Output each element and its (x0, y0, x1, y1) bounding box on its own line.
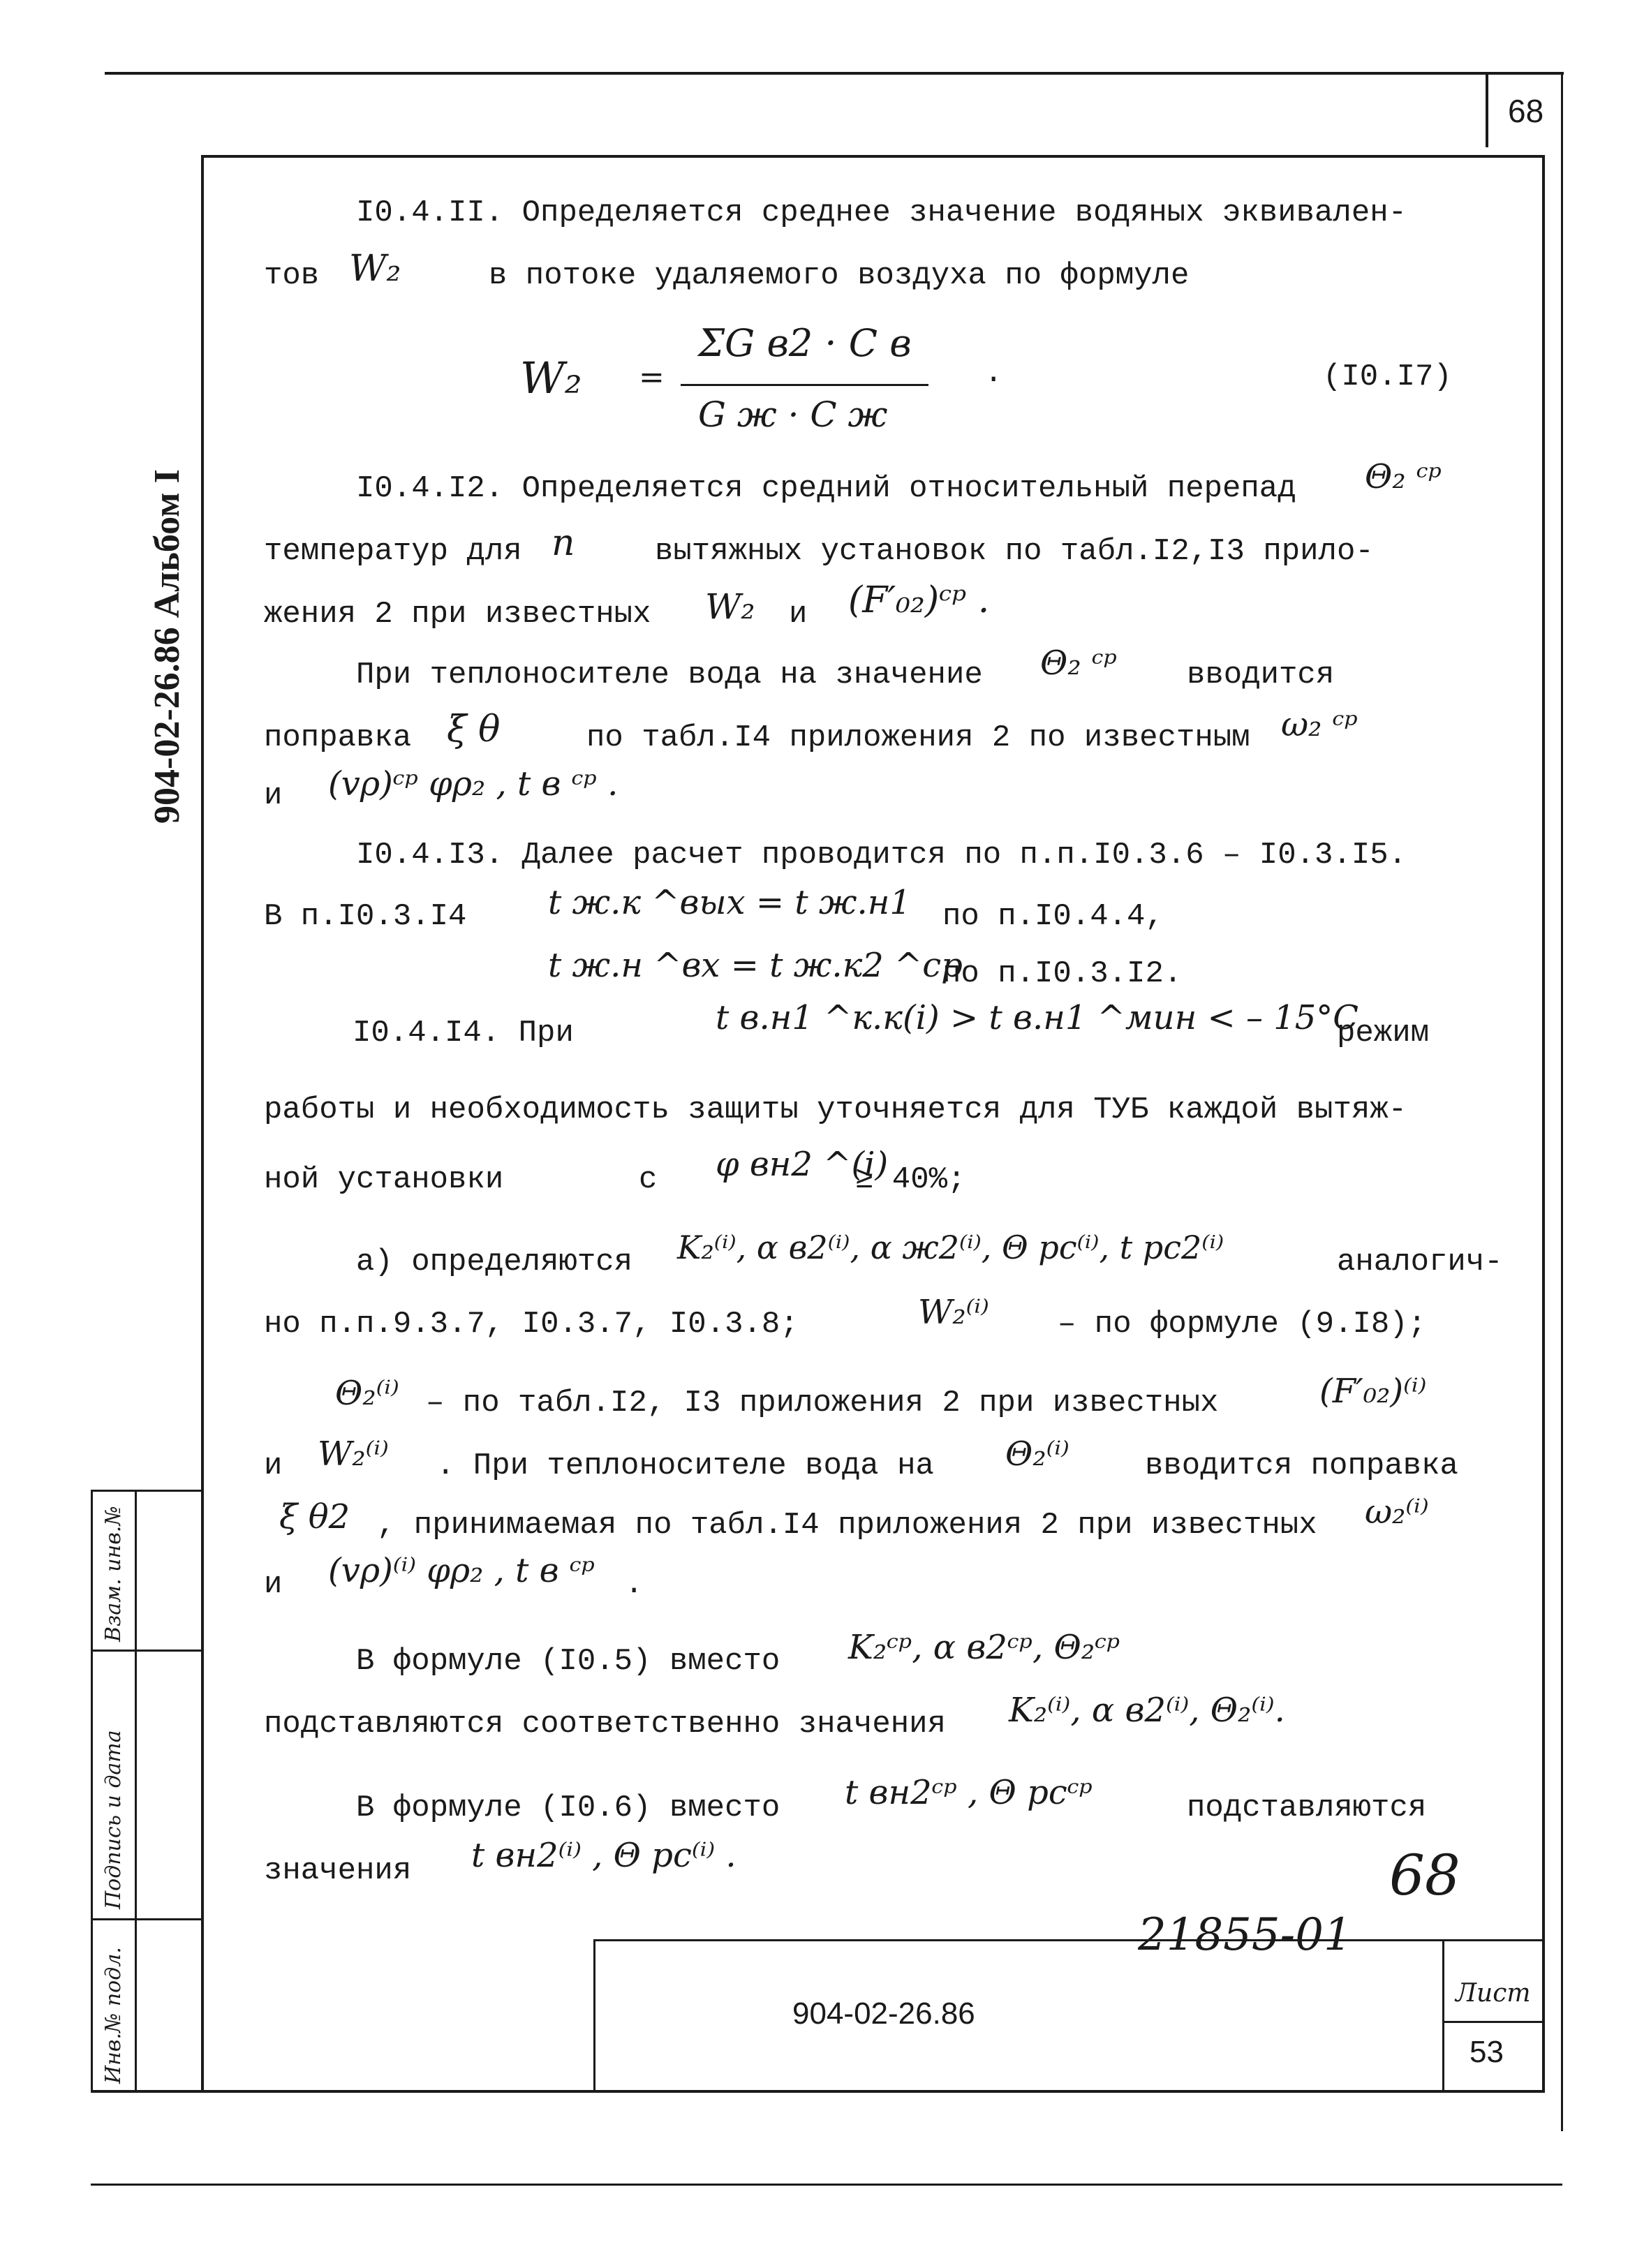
p9-line1-formula: t вн2ᶜᵖ , Θ рсᶜᵖ (845, 1773, 1093, 1812)
frame-inner-left (201, 155, 204, 2092)
titleblock-sheet-left (1442, 1939, 1444, 2091)
p2-line3-formula2: (F′₀₂)ᶜᵖ . (848, 579, 990, 621)
formula-number: (I0.I7) (1323, 360, 1452, 394)
titleblock-top (593, 1939, 1544, 1941)
p7-line1-formula: Θ₂⁽ⁱ⁾ (335, 1374, 399, 1413)
p3-line2b: по табл.I4 приложения 2 по известным (586, 720, 1250, 755)
formula-lhs: W₂ (520, 353, 582, 403)
p5-line2: работы и необходимость защиты уточняется для ТУБ каждой вытяж- (264, 1092, 1407, 1127)
frame-inner-top (201, 155, 1545, 158)
handwritten-inventory: 21855-01 (1138, 1909, 1352, 1961)
p9-line1b: подставляются (1187, 1791, 1427, 1825)
p3-line1a: При теплоносителе вода на значение (356, 658, 983, 692)
p2-line3-formula1: W₂ (705, 586, 755, 627)
p7-line1a: – по табл.I2, I3 приложения 2 при известных (426, 1386, 1219, 1421)
frame-inner-right (1542, 155, 1545, 2092)
p2-line3a: жения 2 при известных (264, 597, 651, 632)
p5-line1b: режим (1337, 1016, 1430, 1051)
doc-code: 904-02-26.86 (792, 1996, 975, 2031)
p1-line2-formula: W₂ (349, 248, 401, 290)
stamp-row-1 (91, 1650, 202, 1652)
p7-line2-formula: W₂⁽ⁱ⁾ (318, 1435, 389, 1474)
p5-line3c: ≥ 40%; (855, 1162, 966, 1197)
p1-line1: I0.4.II. Определяется среднее значение водяных эквивален- (356, 195, 1407, 230)
p8-line1-formula: K₂ᶜᵖ, α в2ᶜᵖ, Θ₂ᶜᵖ (848, 1628, 1120, 1667)
p7-line3-formula2: ω₂⁽ⁱ⁾ (1365, 1492, 1429, 1532)
p3-line1-formula: Θ₂ ᶜᵖ (1040, 644, 1117, 683)
p7-line2b: . При теплоносителе вода на (436, 1448, 934, 1483)
p7-line2c: вводится поправка (1145, 1448, 1458, 1483)
stamp-signature: Подпись и дата (101, 1730, 126, 1909)
p4-line2b: по п.I0.4.4, (942, 899, 1164, 934)
p6-line1b: аналогич- (1337, 1245, 1503, 1280)
stamp-top (91, 1490, 202, 1492)
p2-line2-formula: n (551, 522, 575, 564)
p2-line1-formula: Θ₂ ᶜᵖ (1365, 457, 1442, 496)
p6-line2a: но п.п.9.3.7, I0.3.7, I0.3.8; (264, 1307, 799, 1342)
stamp-divider (135, 1490, 137, 2091)
p8-line2a: подставляются соответственно значения (264, 1707, 946, 1742)
p4-line1: I0.4.I3. Далее расчет проводится по п.п.I0.3.6 – I0.3.I5. (356, 838, 1407, 873)
p1-line2a: тов (264, 258, 320, 293)
p7-line4-formula: (vρ)⁽ⁱ⁾ φρ₂ , t в ᶜᵖ (328, 1551, 595, 1590)
handwritten-page: 68 (1389, 1843, 1460, 1908)
top-rule (105, 72, 1564, 75)
p1-line2c: в потоке удаляемого воздуха по формуле (489, 258, 1190, 293)
p5-line1-formula: t в.н1 ^к.к(i) > t в.н1 ^мин < – 15°C (716, 998, 1358, 1037)
p3-line3-formula: (vρ)ᶜᵖ φρ₂ , t в ᶜᵖ . (328, 764, 619, 803)
side-title: 904-02-26.86 Альбом I (147, 469, 187, 824)
p4-line3b: по п.I0.3.I2. (942, 956, 1183, 991)
p5-line1a: I0.4.I4. При (353, 1016, 574, 1051)
p6-line1-formula: K₂⁽ⁱ⁾, α в2⁽ⁱ⁾, α ж2⁽ⁱ⁾, Θ рс⁽ⁱ⁾, t рс2⁽ⁱ⁾ (677, 1229, 1224, 1266)
stamp-left (91, 1490, 93, 2091)
p2-line3b: и (789, 597, 808, 632)
titleblock-sheet-mid (1442, 2021, 1544, 2023)
formula-numerator: ΣG в2 · C в (698, 321, 912, 365)
p2-line2a: температур для (264, 534, 522, 569)
p7-line4b: . (625, 1567, 644, 1602)
p8-line2-formula: K₂⁽ⁱ⁾, α в2⁽ⁱ⁾, Θ₂⁽ⁱ⁾. (1009, 1691, 1285, 1730)
p7-line2-formula2: Θ₂⁽ⁱ⁾ (1005, 1435, 1069, 1474)
p5-line3a: ной установки (264, 1162, 504, 1197)
p3-line2a: поправка (264, 720, 412, 755)
p5-line3-formula: φ вн2 ^(i) (716, 1145, 889, 1184)
p7-line2a: и (264, 1448, 283, 1483)
p9-line2a: значения (264, 1853, 412, 1888)
p6-line2b: – по формуле (9.I8); (1058, 1307, 1427, 1342)
formula-dot: . (984, 356, 1003, 391)
formula-denominator: G ж · C ж (698, 394, 888, 435)
p7-line4a: и (264, 1567, 283, 1602)
formula-fraction-bar (681, 384, 928, 386)
stamp-row-2 (91, 1918, 202, 1920)
p5-line3b: с (639, 1162, 658, 1197)
p2-line2b: вытяжных установок по табл.I2,I3 прило- (655, 534, 1374, 569)
p9-line1a: В формуле (I0.6) вместо (356, 1791, 780, 1825)
p4-line2-formula: t ж.к ^вых = t ж.н1 (548, 883, 911, 922)
p7-line3a: , принимаемая по табл.I4 приложения 2 при известных (377, 1508, 1317, 1543)
p2-line1: I0.4.I2. Определяется средний относительный перепад (356, 471, 1296, 506)
p4-line2a: В п.I0.3.I4 (264, 899, 467, 934)
frame-right (1561, 72, 1563, 2131)
p9-line2-formula: t вн2⁽ⁱ⁾ , Θ рс⁽ⁱ⁾ . (471, 1836, 736, 1875)
frame-inner-bottom (91, 2090, 1545, 2093)
formula-eq: = (639, 360, 665, 395)
sheet-label: Лист (1456, 1979, 1531, 2008)
stamp-inventory: Инв.№ подл. (101, 1947, 126, 2084)
p4-line3-formula: t ж.н ^вх = t ж.к2 ^ср (548, 946, 963, 985)
p3-line1b: вводится (1187, 658, 1335, 692)
top-page-number: 68 (1508, 93, 1544, 129)
sheet-number: 53 (1469, 2035, 1504, 2069)
p8-line1a: В формуле (I0.5) вместо (356, 1644, 780, 1679)
titleblock-left (593, 1939, 595, 2091)
p7-line3-formula: ξ θ2 (279, 1497, 350, 1536)
page-number-box-left (1486, 72, 1488, 147)
p7-line1-formula2: (F′₀₂)⁽ⁱ⁾ (1319, 1372, 1427, 1411)
p3-line3a: и (264, 778, 283, 813)
stamp-replaced: Взам. инв.№ (101, 1506, 126, 1642)
bottom-rule (91, 2184, 1562, 2186)
p6-line2-formula: W₂⁽ⁱ⁾ (918, 1293, 989, 1332)
p3-line2-formula1: ξ θ (447, 709, 501, 750)
p3-line2-formula2: ω₂ ᶜᵖ (1281, 705, 1358, 744)
p6-line1a: а) определяются (356, 1245, 633, 1280)
